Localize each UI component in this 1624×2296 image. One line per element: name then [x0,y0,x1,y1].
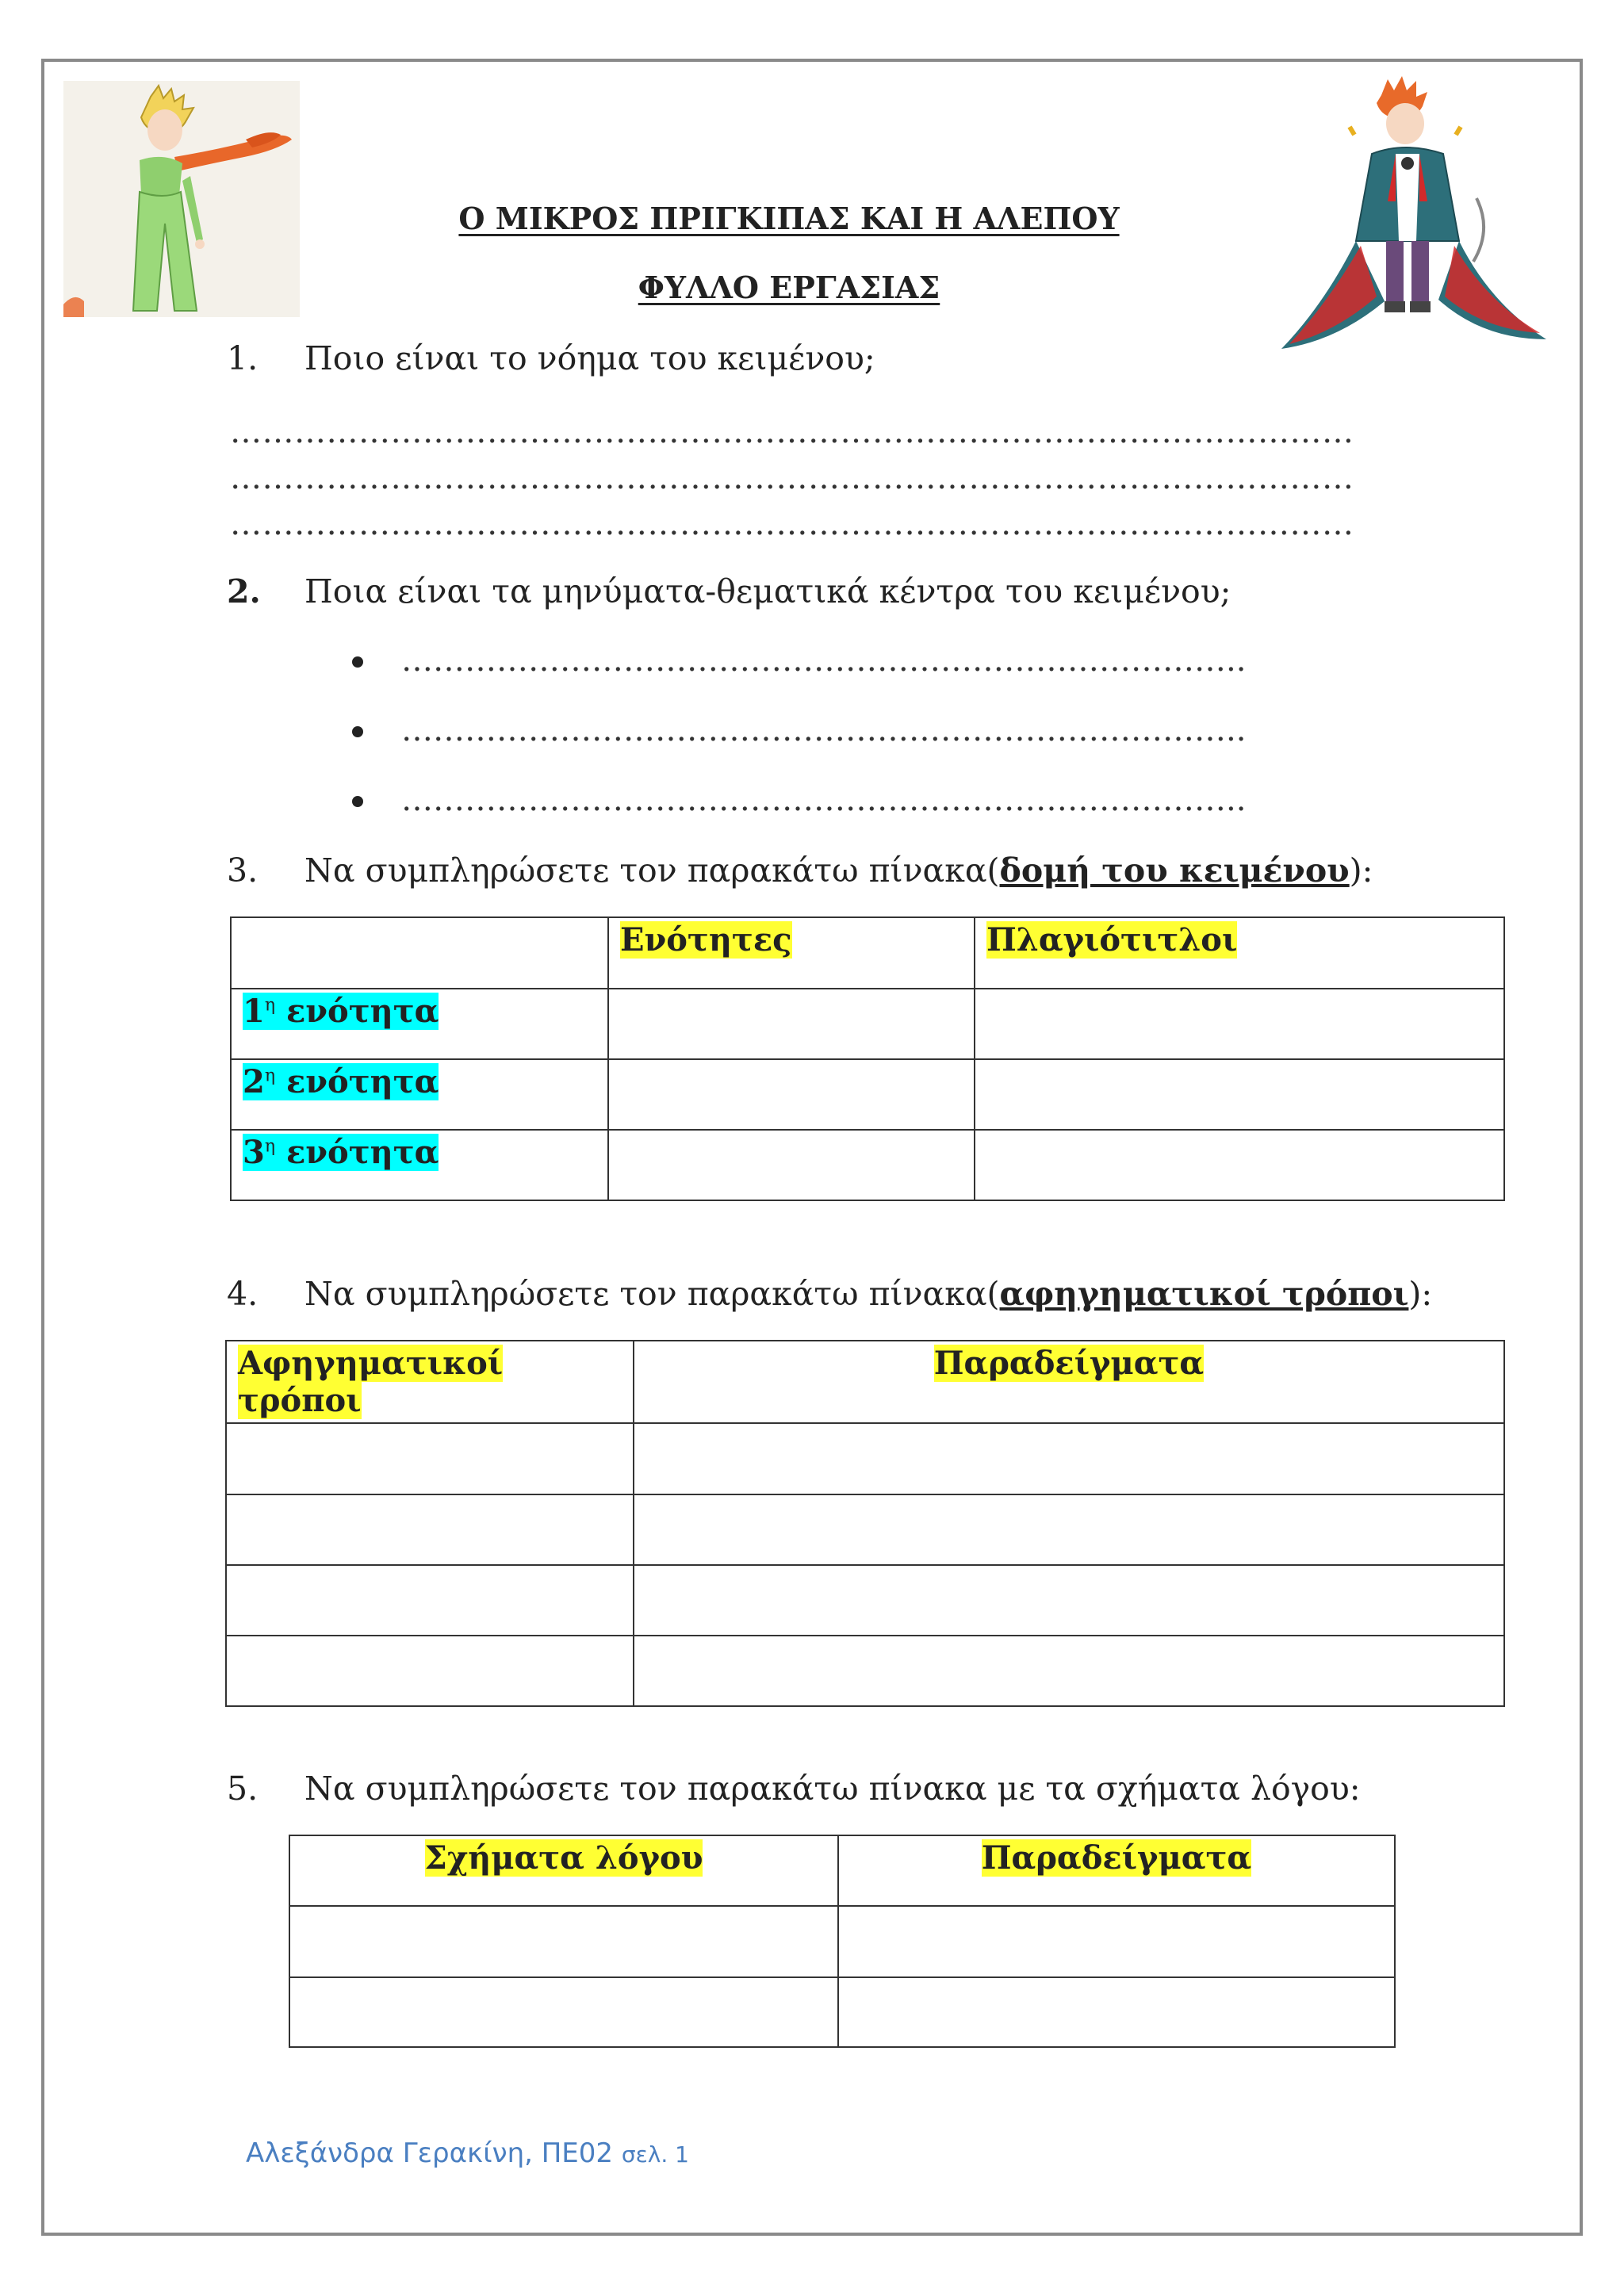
footer [246,2137,689,2169]
table-row [231,989,1504,1059]
answer-line[interactable]: …………………………………………………………………………………………… [230,506,1354,542]
table-header: Παραδείγματα [634,1341,1504,1423]
footer-page-number: σελ. 1 [621,2141,689,2168]
page-subtitle: ΦΥΛΛΟ ΕΡΓΑΣΙΑΣ [638,270,940,305]
answer-cell[interactable] [289,1906,838,1977]
bullet-answer-line[interactable]: …………………………………………………………………….. [401,782,1247,818]
bullet-dot [352,656,363,668]
table-header: Σχήματα λόγου [289,1835,838,1906]
question-number: 5. [227,1770,259,1808]
question-text: Να συμπληρώσετε τον παρακάτω πίνακα με τα σχήματα λόγου: [304,1770,1361,1808]
answer-cell[interactable] [608,1059,975,1130]
table-header-empty [231,917,608,989]
section-label: $2^\eta$ ενότητα [231,1059,608,1130]
question-emphasis: δομή του κειμένου [999,851,1350,890]
answer-cell[interactable] [975,1059,1504,1130]
table-row [226,1636,1504,1706]
question-number: 1. [227,339,259,377]
table-header: Αφηγηματικοί τρόποι [226,1341,634,1423]
table-row [226,1423,1504,1494]
answer-cell[interactable] [634,1494,1504,1565]
answer-cell[interactable] [634,1565,1504,1636]
bullet-answer-line[interactable]: …………………………………………………………………….. [401,712,1247,748]
bullet-dot [352,726,363,737]
answer-cell[interactable] [226,1636,634,1706]
answer-cell[interactable] [634,1423,1504,1494]
table-row [226,1494,1504,1565]
answer-cell[interactable] [975,1130,1504,1200]
answer-cell[interactable] [608,1130,975,1200]
table-row [289,1906,1395,1977]
table-header: Παραδείγματα [838,1835,1395,1906]
question-emphasis: αφηγηματικοί τρόποι [999,1275,1409,1313]
narrative-modes-table [225,1340,1505,1707]
footer-author: Αλεξάνδρα Γερακίνη, ΠΕ02 [246,2137,614,2169]
table-header: Ενότητες [608,917,975,989]
bullet-answer-line[interactable]: …………………………………………………………………….. [401,642,1247,679]
answer-line[interactable]: …………………………………………………………………………………………… [230,460,1354,496]
answer-line[interactable]: …………………………………………………………………………………………… [230,414,1354,450]
answer-cell[interactable] [226,1423,634,1494]
question-text: Ποιο είναι το νόημα του κειμένου; [304,339,875,377]
section-label: $1^\eta$ ενότητα [231,989,608,1059]
answer-cell[interactable] [838,1977,1395,2047]
structure-table [230,916,1505,1201]
question-number: 4. [227,1275,259,1313]
question-text: Να συμπληρώσετε τον παρακάτω πίνακα(αφηγηματικοί τρόποι): [304,1275,1433,1313]
answer-cell[interactable] [608,989,975,1059]
table-row [226,1565,1504,1636]
page-title: Ο ΜΙΚΡΟΣ ΠΡΙΓΚΙΠΑΣ ΚΑΙ Η ΑΛΕΠΟΥ [458,201,1120,236]
section-label: $3^\eta$ ενότητα [231,1130,608,1200]
answer-cell[interactable] [226,1494,634,1565]
figures-of-speech-table [289,1835,1396,2048]
answer-cell[interactable] [226,1565,634,1636]
answer-cell[interactable] [975,989,1504,1059]
table-row [231,1130,1504,1200]
question-text: Να συμπληρώσετε τον παρακάτω πίνακα(δομή του κειμένου): [304,851,1373,890]
question-number: 3. [227,851,259,890]
answer-cell[interactable] [289,1977,838,2047]
answer-cell[interactable] [634,1636,1504,1706]
question-text: Ποια είναι τα μηνύματα-θεματικά κέντρα του κειμένου; [304,572,1231,610]
table-header: Πλαγιότιτλοι [975,917,1504,989]
question-number: 2. [227,572,261,610]
table-row [289,1977,1395,2047]
table-row [231,1059,1504,1130]
answer-cell[interactable] [838,1906,1395,1977]
bullet-dot [352,796,363,807]
